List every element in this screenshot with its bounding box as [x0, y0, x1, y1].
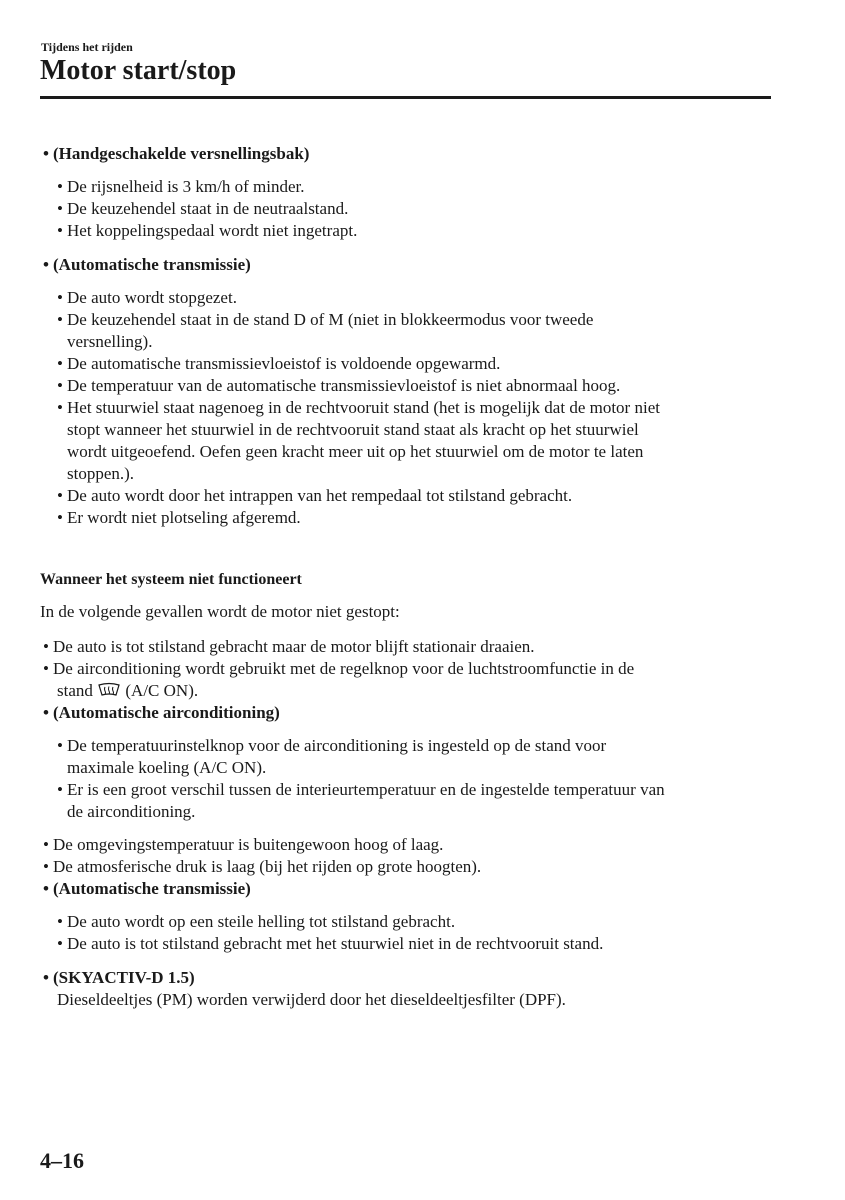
- automatic-transmission-heading: • (Automatische transmissie): [43, 255, 251, 274]
- list-item: • De auto wordt op een steile helling tot stilstand gebracht.: [57, 912, 456, 931]
- list-item: • De atmosferische druk is laag (bij het rijden op grote hoogten).: [43, 857, 482, 876]
- diesel-text: Dieseldeeltjes (PM) worden verwijderd door het dieseldeeltjesfilter (DPF).: [57, 990, 566, 1009]
- list-item: • De auto is tot stilstand gebracht maar de motor blijft stationair draaien.: [43, 637, 535, 656]
- list-item: • De auto is tot stilstand gebracht met het stuurwiel niet in de rechtvooruit stand.: [57, 934, 604, 953]
- section-label: Tijdens het rijden: [41, 40, 133, 54]
- skyactiv-heading: • (SKYACTIV-D 1.5): [43, 968, 195, 987]
- list-item: • De omgevingstemperatuur is buitengewoon hoog of laag.: [43, 835, 444, 854]
- list-item: • Het koppelingspedaal wordt niet ingetrapt.: [57, 221, 358, 240]
- title-rule: [40, 96, 771, 99]
- list-item: • Het stuurwiel staat nagenoeg in de rechtvooruit stand (het is mogelijk dat de motor niet: [57, 398, 660, 417]
- list-item-continuation: maximale koeling (A/C ON).: [67, 758, 267, 777]
- manual-gearbox-heading: • (Handgeschakelde versnellingsbak): [43, 144, 310, 163]
- list-item-continuation: stoppen.).: [67, 464, 135, 483]
- list-item: • De auto wordt stopgezet.: [57, 288, 237, 307]
- list-item-continuation: stand (A/C ON).: [57, 681, 199, 700]
- list-item: • Er wordt niet plotseling afgeremd.: [57, 508, 301, 527]
- list-item: • De rijsnelheid is 3 km/h of minder.: [57, 177, 305, 196]
- list-item: • De airconditioning wordt gebruikt met de regelknop voor de luchtstroomfunctie in de: [43, 659, 635, 678]
- list-item: • De auto wordt door het intrappen van het rempedaal tot stilstand gebracht.: [57, 486, 573, 505]
- list-item-continuation: de airconditioning.: [67, 802, 196, 821]
- automatic-transmission-heading-2: • (Automatische transmissie): [43, 879, 251, 898]
- page-title: Motor start/stop: [40, 55, 237, 86]
- intro-text: In de volgende gevallen wordt de motor niet gestopt:: [40, 602, 400, 621]
- list-item: • De temperatuurinstelknop voor de airconditioning is ingesteld op de stand voor: [57, 736, 607, 755]
- page-number: 4–16: [40, 1148, 84, 1173]
- automatic-ac-heading: • (Automatische airconditioning): [43, 703, 280, 722]
- list-item: • Er is een groot verschil tussen de interieurtemperatuur en de ingestelde temperatuur van: [57, 780, 665, 799]
- list-item-continuation: wordt uitgeoefend. Oefen geen kracht meer uit op het stuurwiel om de motor te laten: [67, 442, 644, 461]
- list-item: • De automatische transmissievloeistof is voldoende opgewarmd.: [57, 354, 501, 373]
- list-item: • De keuzehendel staat in de stand D of M (niet in blokkeermodus voor tweede: [57, 310, 594, 329]
- list-item: • De temperatuur van de automatische transmissievloeistof is niet abnormaal hoog.: [57, 376, 621, 395]
- list-item: • De keuzehendel staat in de neutraalstand.: [57, 199, 349, 218]
- section-heading: Wanneer het systeem niet functioneert: [40, 571, 302, 588]
- list-item-continuation: versnelling).: [67, 332, 153, 351]
- windshield-defroster-icon: [97, 682, 121, 698]
- list-item-continuation: stopt wanneer het stuurwiel in de rechtvooruit stand staat als kracht op het stuurwiel: [67, 420, 639, 439]
